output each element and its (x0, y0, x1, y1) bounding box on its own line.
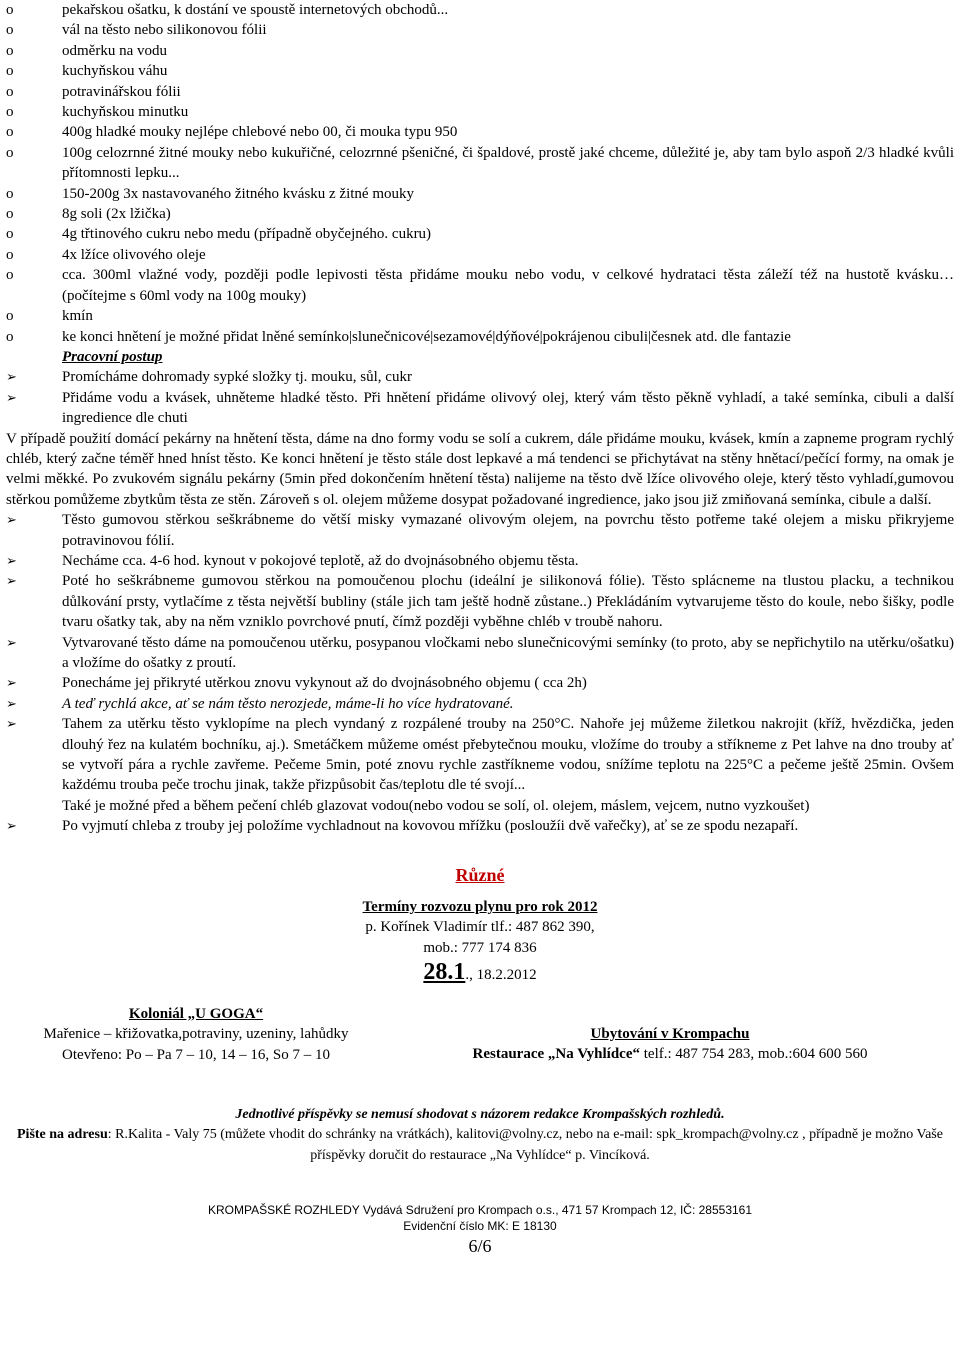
ingredient-text: ke konci hnětení je možné přidat lněné semínko|slunečnicové|sezamové|dýňové|pokrájenou cibuli|česnek atd. dle fantazie (62, 328, 791, 345)
schedule-date-rest: ., 18.2.2012 (465, 967, 537, 984)
lodging-name: Ubytování v Krompachu (590, 1025, 750, 1042)
ingredient-text: 400g hladké mouky nejlépe chlebové nebo 00, či mouka typu 950 (62, 124, 458, 141)
list-item (6, 265, 954, 306)
bullet-marker: o (6, 63, 14, 80)
step-text: Ponecháme jej přikryté utěrkou znovu vykynout až do dvojnásobného objemu ( cca 2h) (62, 675, 587, 692)
ingredient-text: 4g třtinového cukru nebo medu (případně obyčejného. cukru) (62, 226, 432, 243)
list-item (6, 102, 954, 122)
step-text: Tahem za utěrku těsto vyklopíme na plech vyndaný z rozpálené trouby na 250°C. Nahoře jej můžeme žiletkou nakrojit (kříž, hvězdička, jeden dlouhý řez na kulatém bochníku, aj.). Smetáčkem můžeme omést přebytečnou mouku, vložíme do trouby a stříkneme z Pet lahve na dno trouby ať se vytvoří pára a rychle zavřeme. Pečeme 5min, poté znovu rychle zastříkneme vodou, snížíme teplotu na 225°C a pečeme ještě 25min. Ovšem každému trouba peče trochu jinak, takže přizpůsobit čas/teplotu dle té svojí... (62, 716, 954, 794)
list-item (6, 306, 954, 326)
arrow-bullet-icon: ➢ (6, 675, 17, 691)
shop-description: Mařenice – křižovatka,potraviny, uzeniny, lahůdky (43, 1026, 349, 1043)
publisher-footer (6, 1202, 954, 1234)
list-item (6, 816, 954, 836)
bullet-marker: o (6, 185, 14, 202)
bullet-marker: o (6, 246, 14, 263)
list-item (6, 20, 954, 40)
ingredient-text: 150-200g 3x nastavovaného žitného kvásku z žitné mouky (62, 185, 415, 202)
ingredient-text: 4x lžíce olivového oleje (62, 246, 206, 263)
ingredient-text: 100g celozrnné žitné mouky nebo kukuřičné, celozrnné pšeničné, či špaldové, prostě jaké chceme, důležité je, aby tam bylo aspoň 2/3 hladké kvůli přítomnosti lepku... (62, 144, 954, 182)
schedule-contact-line: p. Kořínek Vladimír tlf.: 487 862 390, (365, 919, 595, 936)
list-item (6, 714, 954, 816)
schedule-title: Termíny rozvozu plynu pro rok 2012 (362, 899, 598, 916)
step-text: Vytvarované těsto dáme na pomoučenou utěrku, posypanou vločkami nebo slunečnicovými semínky (to proto, aby se nepřichytilo na utěrku/ošatku) a vložíme do ošatky z proutí. (62, 634, 954, 671)
procedure-steps-b (6, 510, 954, 837)
bullet-marker: o (6, 124, 14, 141)
ads-row (6, 1004, 954, 1065)
bullet-marker: o (6, 328, 14, 345)
shop-hours: Otevřeno: Po – Pa 7 – 10, 14 – 16, So 7 – 10 (62, 1046, 330, 1063)
arrow-bullet-icon: ➢ (6, 552, 17, 568)
bullet-marker: o (6, 22, 14, 39)
arrow-bullet-icon: ➢ (6, 695, 17, 711)
bread-machine-paragraph: V případě použití domácí pekárny na hnětení těsta, dáme na dno formy vodu se solí a cukrem, dále přidáme mouku, kvásek, kmín a zapneme program rychlý chléb, který začne téměř hned hníst těsto. Ke konci hnětení je těsto stále dost lepkavé a má tendenci se přichytávat na stěny hnětací/pečící formy, na omak je velmi měkké. Po zvukovém signálu pekárny (5min před dokončením hnětení těsta) nalijeme na těsto dvě lžíce olivového oleje, který těsto vyhladí,gumovou stěrkou pomůžeme zbytkům těsta ze stěn. Zároveň s ol. olejem můžeme dosypat požadované ingredience, jako jsou již zmiňovaná semínka, cibule a další. (6, 430, 954, 508)
list-item (6, 367, 954, 387)
ingredient-text: cca. 300ml vlažné vody, později podle lepivosti těsta přidáme mouku nebo vodu, v celkové hydrataci těsta záleží též na hustotě kvásku… (počítejme s 60ml vody na 100g mouky) (62, 267, 954, 304)
step-text: Promícháme dohromady sypké složky tj. mouku, sůl, cukr (62, 369, 412, 386)
step-text-italic: A teď rychlá akce, ať se nám těsto nerozjede, máme-li ho více hydratované. (62, 695, 514, 712)
editorial-disclaimer: Jednotlivé příspěvky se nemusí shodovat s názorem redakce Krompašských rozhledů. (235, 1106, 725, 1122)
step-text: Po vyjmutí chleba z trouby jej položíme vychladnout na kovovou mřížku (posloužíi dvě vařečky), ať se ze spodu nezapaří. (62, 818, 799, 835)
bullet-marker: o (6, 83, 14, 100)
ingredient-text: kuchyňskou minutku (62, 104, 189, 121)
restaurant-phones: telf.: 487 754 283, mob.:604 600 560 (640, 1046, 868, 1063)
bullet-marker: o (6, 206, 14, 223)
list-item (6, 204, 954, 224)
ingredient-text: vál na těsto nebo silikonovou fólii (62, 22, 267, 39)
ingredient-text: pekařskou ošatku, k dostání ve spoustě internetových obchodů... (62, 2, 449, 18)
address-label: Pište na adresu (17, 1127, 108, 1143)
shop-name: Koloniál „U GOGA“ (128, 1005, 264, 1022)
step-text: Přidáme vodu a kvásek, uhněteme hladké těsto. Při hnětení přidáme olivový olej, který vám těsto pěkně vyhladí, a také semínka, cibuli a další ingredience dle chuti (62, 389, 954, 427)
schedule-dates (6, 959, 954, 986)
list-item (6, 184, 954, 204)
bullet-marker: o (6, 267, 14, 284)
step-text: Necháme cca. 4-6 hod. kynout v pokojové teplotě, až do dvojnásobného objemu těsta. (62, 552, 579, 569)
list-item (6, 41, 954, 61)
submission-address (6, 1125, 954, 1166)
list-item (6, 673, 954, 693)
arrow-bullet-icon: ➢ (6, 512, 17, 528)
list-item (6, 633, 954, 674)
schedule-date-big: 28.1 (423, 959, 466, 986)
list-item (6, 0, 954, 20)
arrow-bullet-icon: ➢ (6, 389, 17, 405)
restaurant-name: Restaurace „Na Vyhlídce“ (472, 1046, 640, 1063)
bullet-marker: o (6, 42, 14, 59)
ingredient-text: kuchyňskou váhu (62, 63, 168, 80)
ingredient-text: kmín (62, 308, 93, 325)
gas-schedule (6, 897, 954, 958)
bullet-marker: o (6, 2, 14, 18)
arrow-bullet-icon: ➢ (6, 369, 17, 385)
list-item (6, 571, 954, 632)
list-item (6, 510, 954, 551)
bullet-marker: o (6, 308, 14, 325)
address-text: : R.Kalita - Valy 75 (můžete vhodit do schránky na vrátkách), kalitovi@volny.cz, nebo na e-mail: spk_krompach@volny.cz , případně je možno Vaše příspěvky doručit do restaurace „Na Vyhlídce“ p. Vincíková. (107, 1127, 943, 1163)
ingredient-text: potravinářskou fólii (62, 83, 181, 100)
shop-ad (6, 1004, 386, 1065)
list-item (6, 122, 954, 142)
procedure-steps-a (6, 367, 954, 428)
page-number: 6/6 (468, 1236, 492, 1257)
footer-registration: Evidenční číslo MK: E 18130 (403, 1219, 557, 1234)
step-text-extra: Také je možné před a během pečení chléb glazovat vodou(nebo vodou se solí, ol. olejem, máslem, vejcem, nutno vyzkoušet) (62, 797, 810, 814)
arrow-bullet-icon: ➢ (6, 573, 17, 589)
ingredient-list (6, 0, 954, 347)
bullet-marker: o (6, 144, 14, 161)
list-item (6, 61, 954, 81)
ingredient-text: odměrku na vodu (62, 42, 167, 59)
bullet-marker: o (6, 226, 14, 243)
list-item (6, 82, 954, 102)
step-text: Poté ho seškrábneme gumovou stěrkou na pomoučenou plochu (ideální je silikonová fólie). Těsto splácneme na tlustou placku, a technikou důlkování prsty, vytlačíme z těsta největší bubliny (stále jich tam ještě hodně zůstane..) Překládáním vytvarujeme těsto do koule, nebo šišky, podle tvaru ošatky tak, aby na něm vzniklo povrchové pnutí, čímž později vyběhne chléb v troubě nahoru. (62, 573, 954, 631)
lodging-ad (386, 1004, 954, 1065)
list-item (6, 694, 954, 714)
schedule-contact-mobile: mob.: 777 174 836 (423, 939, 537, 956)
list-item (6, 224, 954, 244)
list-item (6, 143, 954, 184)
ingredient-text: 8g soli (2x lžička) (62, 206, 171, 223)
arrow-bullet-icon: ➢ (6, 818, 17, 834)
arrow-bullet-icon: ➢ (6, 716, 17, 732)
list-item (6, 551, 954, 571)
step-text: Těsto gumovou stěrkou seškrábneme do větší misky vymazané olivovým olejem, na povrchu těsto potřeme také olejem a misku přikryjeme potravinovou fólií. (62, 512, 954, 549)
bullet-marker: o (6, 104, 14, 121)
arrow-bullet-icon: ➢ (6, 634, 17, 650)
procedure-heading: Pracovní postup (62, 348, 163, 365)
section-title-ruzne: Různé (455, 864, 505, 885)
list-item (6, 245, 954, 265)
list-item (6, 388, 954, 429)
list-item (6, 327, 954, 347)
footer-publisher: KROMPAŠSKÉ ROZHLEDY Vydává Sdružení pro Krompach o.s., 471 57 Krompach 12, IČ: 28553161 (207, 1203, 753, 1218)
